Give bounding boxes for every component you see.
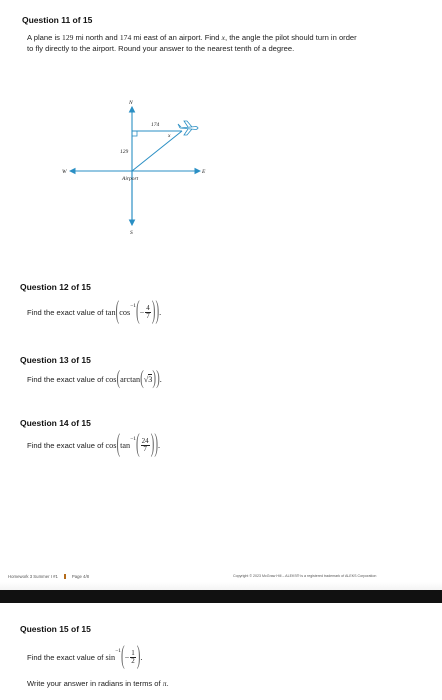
q12-exponent: −1 (130, 303, 136, 309)
q15-prompt: Find the exact value of (27, 653, 104, 662)
footer-copyright: Copyright © 2023 McGraw Hill – ALEKS® is a registered trademark of ALEKS Corporation (233, 574, 377, 578)
q11-text-line1 (27, 32, 437, 43)
q13-paren-left: ( (116, 367, 121, 390)
q12-end: . (159, 308, 162, 317)
q12-func-outer: tan (105, 308, 116, 317)
q13-prompt: Find the exact value of (27, 375, 104, 384)
q15-heading: Question 15 of 15 (20, 624, 91, 634)
q11-number-north: 129 (62, 33, 74, 42)
q15-end: . (140, 653, 143, 662)
q12-paren-inner-left: ( (136, 296, 140, 326)
q12-func-inner: cos (119, 308, 131, 317)
q12-numerator: 4 (146, 304, 150, 312)
q15-sign: − (124, 653, 130, 662)
q14-prompt: Find the exact value of (27, 441, 104, 450)
label-side-129: 129 (120, 149, 129, 155)
q14-fraction (141, 438, 150, 453)
q11-diagram (60, 95, 220, 240)
q14-func-inner: tan (120, 441, 131, 450)
q15-note (27, 678, 169, 689)
q15-prompt-line (27, 641, 143, 671)
q11-variable-x: x (221, 33, 225, 42)
q14-func-outer: cos (105, 441, 117, 450)
q14-paren-inner-right: ) (150, 429, 155, 459)
q15-paren-right: ) (136, 641, 141, 671)
q12-prompt-line (27, 296, 162, 326)
q14-numerator: 24 (141, 437, 149, 445)
page-edge-shadow (0, 582, 442, 590)
q15-note-b: . (166, 679, 169, 688)
q14-heading: Question 14 of 15 (20, 418, 91, 428)
footer-homework-label: Homework 3 Summer I #1 (8, 574, 58, 579)
q13-paren-right: ) (156, 367, 160, 390)
q11-text-d: , the angle the pilot should turn in order (224, 33, 357, 42)
q13-sqrt: √3 (143, 375, 153, 384)
label-side-174: 174 (151, 122, 160, 128)
q15-exponent: −1 (115, 648, 121, 654)
page-separator (0, 590, 442, 603)
q12-fraction (145, 305, 151, 320)
label-east: E (202, 169, 206, 175)
q13-radicand: 3 (148, 375, 153, 384)
label-airport: Airport (122, 176, 139, 182)
triangle-hypotenuse (132, 131, 182, 171)
q11-number-east: 174 (119, 33, 132, 42)
q14-end: . (158, 441, 161, 450)
q12-paren-inner-right: ) (151, 296, 156, 326)
q12-prompt: Find the exact value of (27, 308, 104, 317)
label-angle-x: x (168, 133, 171, 139)
q13-heading: Question 13 of 15 (20, 355, 91, 365)
q13-end: . (159, 375, 162, 384)
q13-func-outer: cos (105, 375, 117, 384)
q13-paren-inner-left: ( (140, 367, 144, 390)
footer-left (8, 574, 89, 579)
label-north: N (129, 100, 133, 106)
q14-paren-left: ( (116, 429, 121, 459)
q12-paren-right: ) (155, 296, 160, 326)
label-south: S (130, 230, 133, 236)
q11-text-b: mi north and (73, 33, 120, 42)
q15-denominator: 2 (131, 657, 135, 665)
q15-func: sin (105, 653, 116, 662)
label-west: W (62, 169, 67, 175)
q15-note-a: Write your answer in radians in terms of (27, 679, 163, 688)
q15-fraction (130, 650, 136, 665)
q15-paren-left: ( (120, 641, 125, 671)
airplane-icon (178, 121, 198, 135)
q11-text-a: A plane is (27, 33, 63, 42)
q15-pi: π (162, 679, 167, 688)
footer-page: Page 4/8 (71, 574, 90, 579)
right-angle-marker (132, 131, 137, 136)
q11-text-c: mi east of an airport. Find (131, 33, 222, 42)
q14-paren-inner-left: ( (136, 429, 140, 459)
q13-paren-inner-right: ) (152, 367, 157, 390)
q12-sign: − (139, 308, 145, 317)
q14-denominator: 7 (143, 445, 147, 453)
q11-text-line2: to fly directly to the airport. Round your answer to the nearest tenth of a degree. (27, 44, 295, 53)
q13-func-inner: arctan (120, 375, 141, 384)
q12-paren-left: ( (115, 296, 120, 326)
q15-numerator: 1 (131, 649, 135, 657)
q11-heading: Question 11 of 15 (22, 15, 93, 25)
q14-paren-right: ) (154, 429, 159, 459)
q14-prompt-line (27, 429, 161, 459)
q12-denominator: 7 (146, 312, 150, 320)
q13-prompt-line (27, 367, 162, 390)
q14-exponent: −1 (130, 436, 136, 442)
footer-divider (64, 574, 66, 579)
q12-heading: Question 12 of 15 (20, 282, 91, 292)
